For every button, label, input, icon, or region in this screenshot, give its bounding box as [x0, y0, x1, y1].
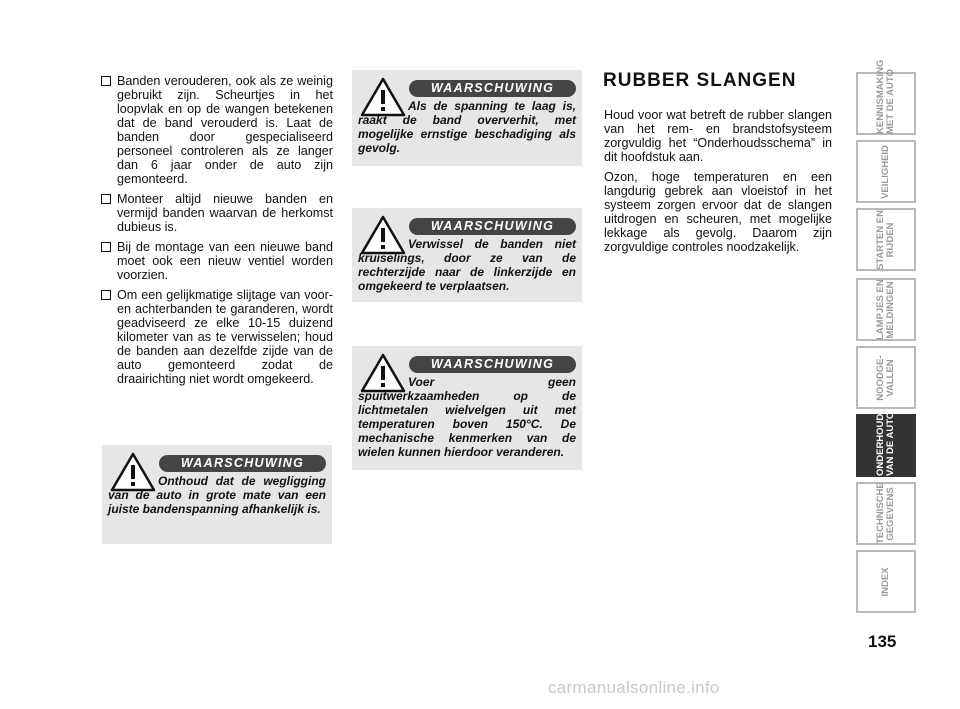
- warning-text: Voer geen spuitwerkzaamheden op de lichtmetalen wielvelgen uit met temperaturen boven 150°C. De mechanische kenmerken van de wielen kunnen hierdoor veranderen.: [358, 375, 576, 459]
- tab-onderhoud[interactable]: ONDERHOUD VAN DE AUTO: [856, 414, 916, 477]
- tab-lampjes[interactable]: LAMPJES EN MELDINGEN: [856, 278, 916, 341]
- warning-box: [352, 70, 582, 166]
- tab-index[interactable]: INDEX: [856, 550, 916, 613]
- warning-label: WAARSCHUWING: [159, 455, 326, 472]
- warning-text: Onthoud dat de wegligging van de auto in grote mate van een juiste bandenspanning afhankelijk is.: [108, 474, 326, 516]
- paragraph: Ozon, hoge temperaturen en een langdurig gebrek aan vloeistof in het systeem zorgen ervoor dat de slangen uitdrogen en scheuren, met mogelijke lekkage als gevolg. Daarom zijn zorgvuldige controles noodzakelijk.: [604, 170, 832, 254]
- paragraph: Houd voor wat betreft de rubber slangen van het rem- en brandstofsysteem zorgvuldig het “Onderhoudsschema” in dit hoofdstuk aan.: [604, 108, 832, 164]
- section-body: [604, 108, 832, 260]
- tab-veiligheid[interactable]: VEILIGHEID: [856, 140, 916, 203]
- section-title: RUBBER SLANGEN: [603, 70, 797, 91]
- warning-box: [102, 445, 332, 544]
- checkbox-icon: [101, 194, 111, 204]
- tab-technische-gegevens[interactable]: TECHNISCHE GEGEVENS: [856, 482, 916, 545]
- tab-starten[interactable]: STARTEN EN RIJDEN: [856, 208, 916, 271]
- checkbox-icon: [101, 76, 111, 86]
- checkbox-icon: [101, 242, 111, 252]
- warning-label: WAARSCHUWING: [409, 356, 576, 373]
- tab-kennismaking[interactable]: KENNISMAKING MET DE AUTO: [856, 72, 916, 135]
- list-item: Banden verouderen, ook als ze weinig gebruikt zijn. Scheurtjes in het loopvlak en op de wangen betekenen dat de band verouderd is. Laat de banden door gespecialiseerd personeel controleren als ze langer dan 6 jaar onder de auto zijn gemonteerd.: [100, 74, 333, 186]
- warning-box: [352, 346, 582, 470]
- page-number: 135: [868, 632, 897, 651]
- list-item: Monteer altijd nieuwe banden en vermijd banden waarvan de herkomst dubieus is.: [100, 192, 333, 234]
- warning-text: Als de spanning te laag is, raakt de band oververhit, met mogelijke ernstige beschadiging als gevolg.: [358, 99, 576, 155]
- list-item: Bij de montage van een nieuwe band moet ook een nieuw ventiel worden voorzien.: [100, 240, 333, 282]
- warning-label: WAARSCHUWING: [409, 80, 576, 97]
- warning-label: WAARSCHUWING: [409, 218, 576, 235]
- warning-text: Verwissel de banden niet kruiselings, door ze van de rechterzijde naar de linkerzijde en omgekeerd te verplaatsen.: [358, 237, 576, 293]
- list-item: Om een gelijkmatige slijtage van voor- en achterbanden te garanderen, wordt geadviseerd ze elke 10-15 duizend kilometer van as te verwisselen; houd de banden aan dezelfde zijde van de auto gemonteerd zodat de draairichting niet wordt omgekeerd.: [100, 288, 333, 386]
- bullet-list: [100, 74, 333, 392]
- tab-noodgevallen[interactable]: NOODGE- VALLEN: [856, 346, 916, 409]
- warning-box: [352, 208, 582, 302]
- watermark: carmanualsonline.info: [548, 678, 720, 697]
- checkbox-icon: [101, 290, 111, 300]
